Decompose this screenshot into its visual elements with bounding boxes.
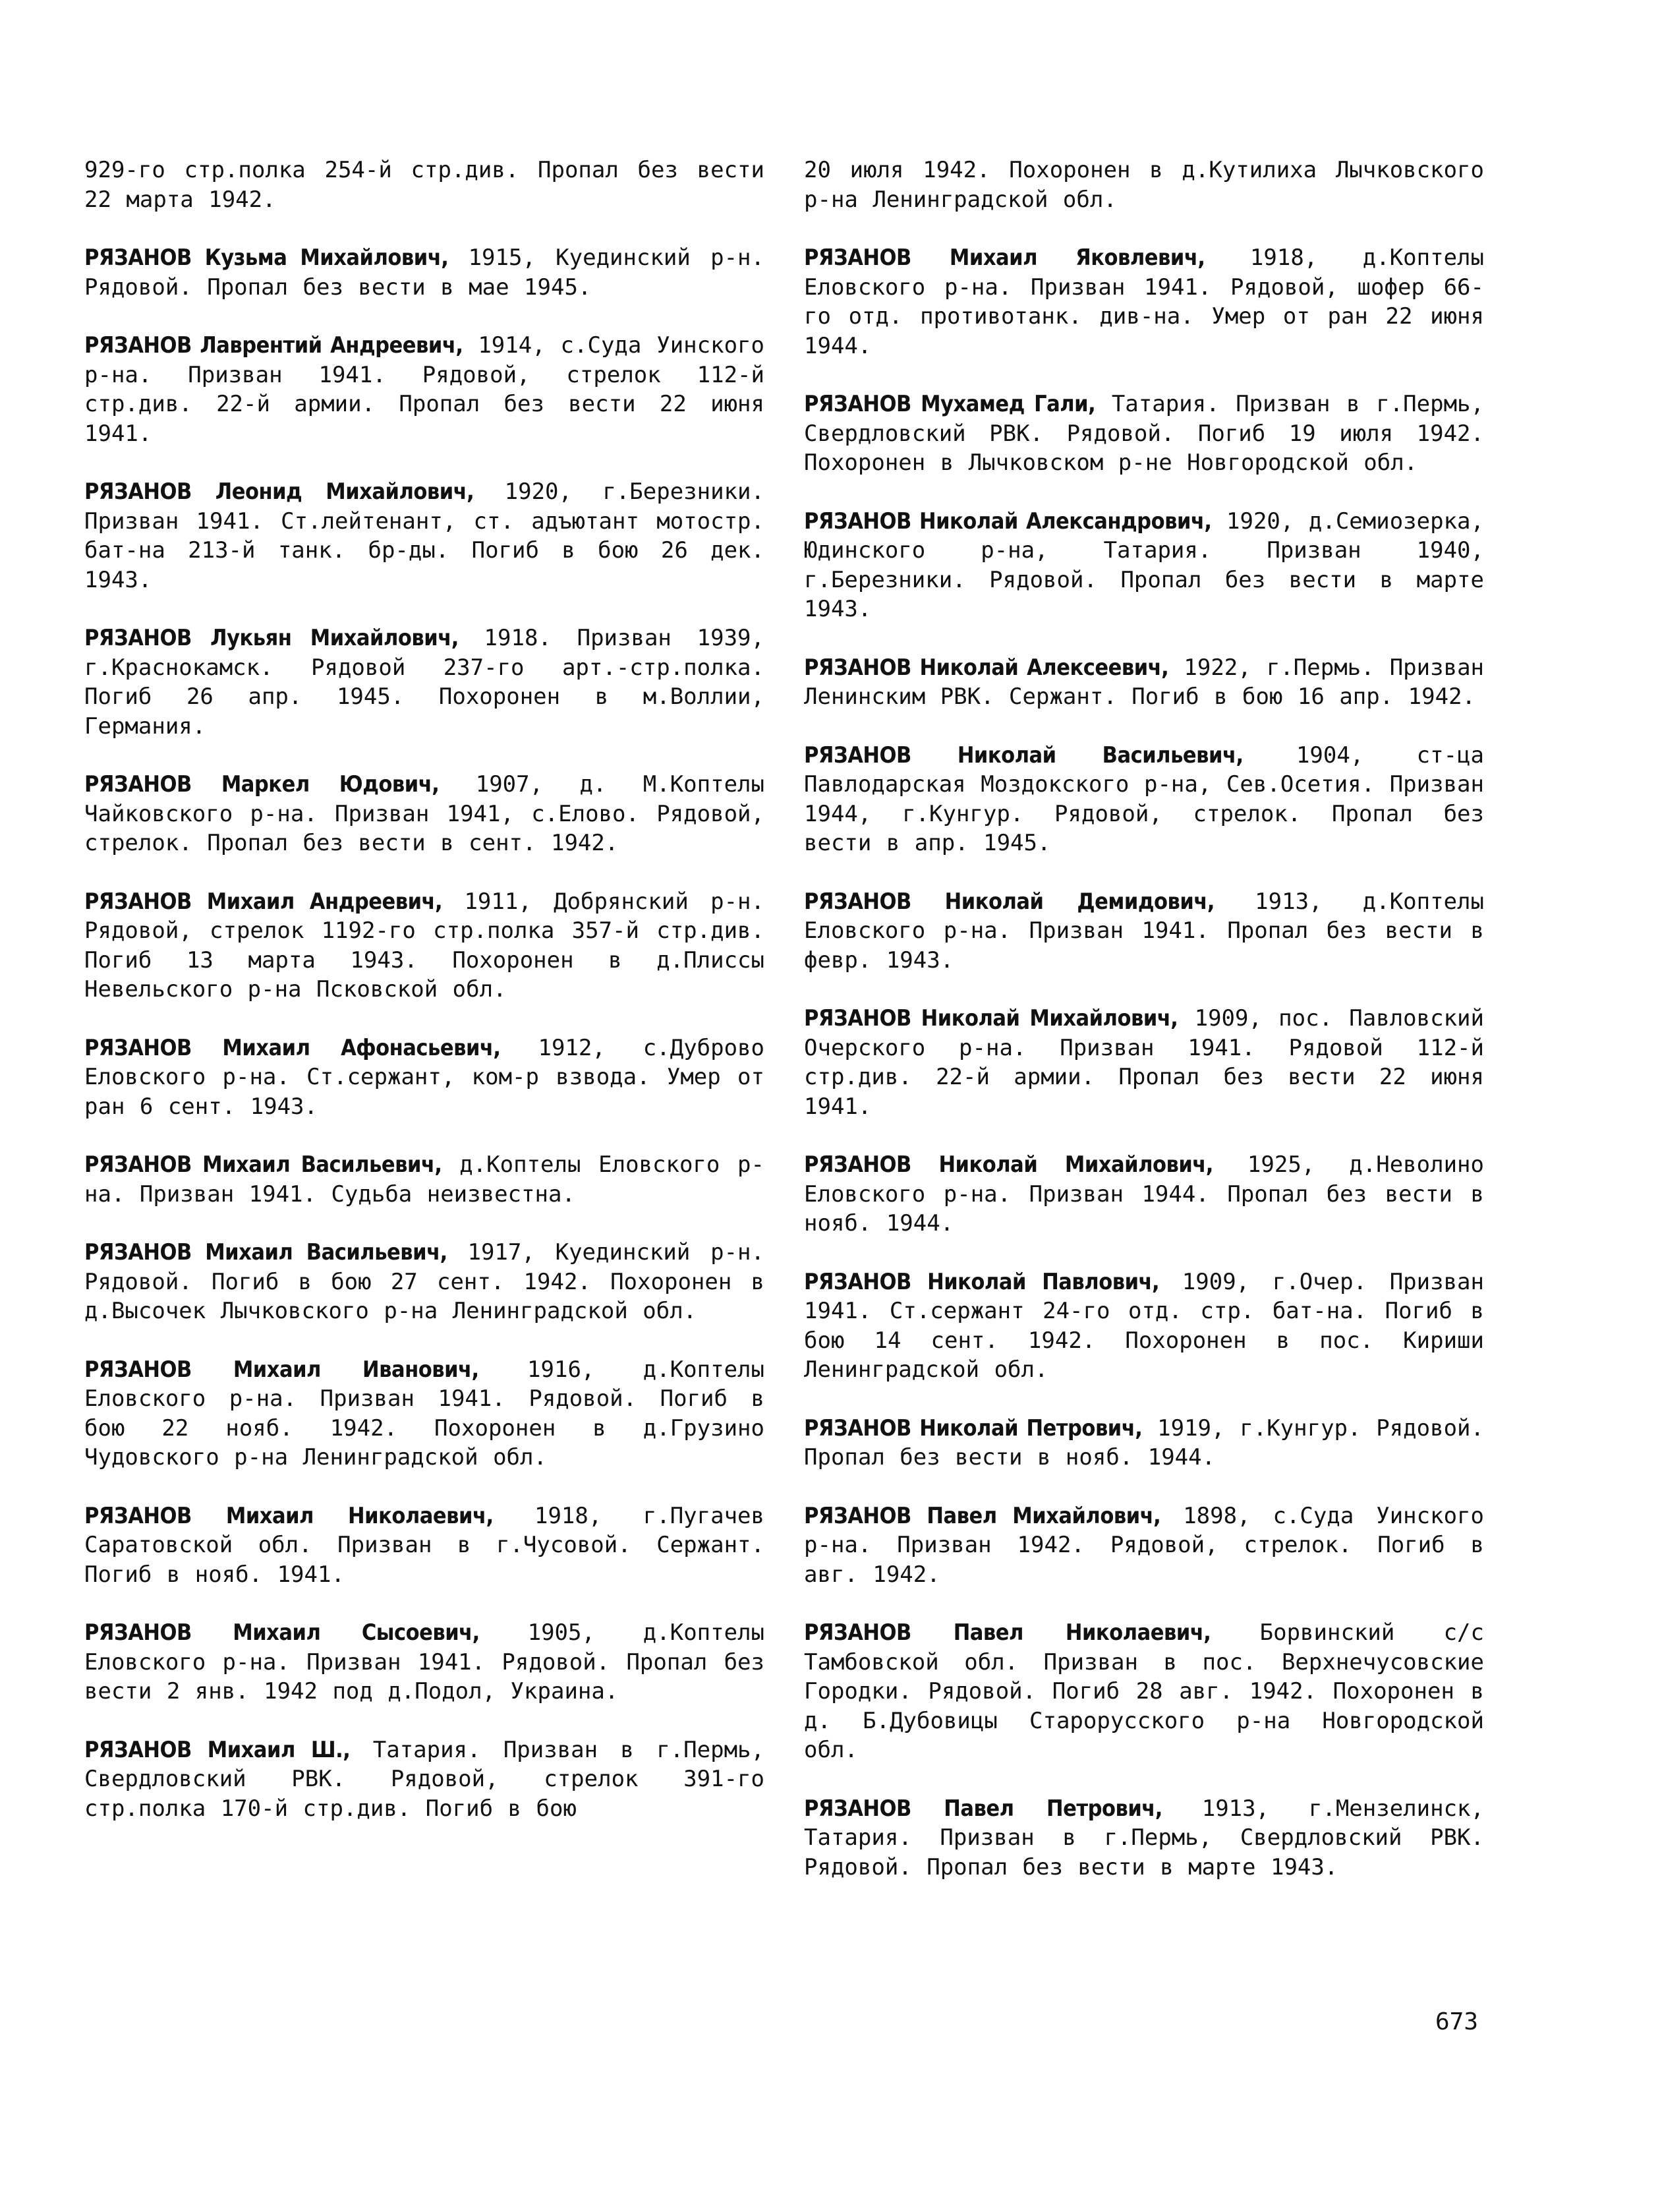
entry-text: 1913, д.Коптелы Еловского р-на. Призван 1941. Пропал без вести в февр. 1943. — [804, 888, 1484, 974]
entry-text: 1917, Куединский р-н. Рядовой. Погиб в бою 27 сент. 1942. Похоронен в д.Высочек Лычковского р-на Ленинградской обл. — [84, 1239, 764, 1324]
entry-text: 1920, д.Семиозерка, Юдинского р-на, Татария. Призван 1940, г.Березники. Рядовой. Пропал без вести в марте 1943. — [804, 508, 1484, 622]
entry — [804, 390, 1484, 478]
entry-text: 1919, г.Кунгур. Рядовой. Пропал без вести в нояб. 1944. — [804, 1414, 1484, 1470]
entry-name: РЯЗАНОВ Михаил Афонасьевич, — [84, 1034, 501, 1061]
entry — [804, 1150, 1484, 1238]
entry-name: РЯЗАНОВ Павел Николаевич, — [804, 1619, 1211, 1646]
entry-text: д.Коптелы Еловского р-на. Призван 1941. Судьба неизвестна. — [84, 1151, 764, 1208]
entry-name: РЯЗАНОВ Николай Александрович, — [804, 508, 1212, 535]
entry — [84, 477, 764, 595]
entry — [804, 1794, 1484, 1882]
entry-name: РЯЗАНОВ Михаил Николаевич, — [84, 1502, 494, 1529]
entry-name: РЯЗАНОВ Михаил Яковлевич, — [804, 245, 1205, 271]
entry-name: РЯЗАНОВ Михаил Васильевич, — [84, 1151, 442, 1178]
entry-text: 1925, д.Неволино Еловского р-на. Призван 1944. Пропал без вести в нояб. 1944. — [804, 1151, 1484, 1237]
entry-text: 1920, г.Березники. Призван 1941. Ст.лейтенант, ст. адъютант мотостр. бат-на 213-й танк. бр-ды. Погиб в бою 26 дек. 1943. — [84, 479, 764, 593]
entry-name: РЯЗАНОВ Николай Васильевич, — [804, 742, 1244, 769]
entry-text: Татария. Призван в г.Пермь, Свердловский РВК. Рядовой, стрелок 391-го стр.полка 170-й стр.див. Погиб в бою — [84, 1736, 764, 1822]
entry-text: 1905, д.Коптелы Еловского р-на. Призван 1941. Рядовой. Пропал без вести 2 янв. 1942 под д.Подол, Украина. — [84, 1619, 765, 1704]
entry — [804, 887, 1484, 975]
entry — [84, 1618, 764, 1706]
entry-text: 1922, г.Пермь. Призван Ленинским РВК. Сержант. Погиб в бою 16 апр. 1942. — [804, 654, 1485, 710]
entry — [804, 1501, 1484, 1590]
entry-text: 1909, пос. Павловский Очерского р-на. Призван 1941. Рядовой 112-й стр.див. 22-й армии. Пропал без вести 22 июня 1941. — [804, 1005, 1484, 1120]
entry-text: 1909, г.Очер. Призван 1941. Ст.сержант 24-го отд. стр. бат-на. Погиб в бою 14 сент. 1942. Похоронен в пос. Кириши Ленинградской обл. — [804, 1268, 1484, 1383]
entry-text: Татария. Призван в г.Пермь, Свердловский РВК. Рядовой. Погиб 19 июля 1942. Похоронен в Лычковском р-не Новгородской обл. — [804, 391, 1484, 476]
entry-text: 1914, с.Суда Уинского р-на. Призван 1941. Рядовой, стрелок 112-й стр.див. 22-й армии. Пропал без вести 22 июня 1941. — [84, 332, 764, 447]
entry — [84, 243, 764, 302]
entry — [804, 507, 1484, 624]
entry-text: 929-го стр.полка 254-й стр.див. Пропал без вести 22 марта 1942. — [84, 157, 764, 213]
entry — [84, 331, 764, 448]
entry — [84, 156, 764, 214]
entry-name: РЯЗАНОВ Маркел Юдович, — [84, 771, 440, 798]
entry — [84, 624, 764, 741]
entry-name: РЯЗАНОВ Михаил Ш., — [84, 1736, 351, 1763]
entry-name: РЯЗАНОВ Николай Михайлович, — [804, 1005, 1178, 1032]
entry-text: 1911, Добрянский р-н. Рядовой, стрелок 1192-го стр.полка 357-й стр.див. Погиб 13 марта 1943. Похоронен в д.Плиссы Невельского р-на Псковской обл. — [84, 888, 764, 1003]
entry-name: РЯЗАНОВ Николай Петрович, — [804, 1414, 1143, 1441]
entry-name: РЯЗАНОВ Михаил Андреевич, — [84, 888, 443, 915]
entry — [804, 1618, 1484, 1765]
entry — [804, 156, 1484, 214]
entry-text: 20 июля 1942. Похоронен в д.Кутилиха Лычковского р-на Ленинградской обл. — [804, 157, 1484, 213]
entry — [84, 770, 764, 858]
entry — [84, 1501, 764, 1590]
entry-text: 1898, с.Суда Уинского р-на. Призван 1942. Рядовой, стрелок. Погиб в авг. 1942. — [804, 1502, 1484, 1588]
entry-text: 1918, д.Коптелы Еловского р-на. Призван 1941. Рядовой, шофер 66-го отд. противотанк. див-на. Умер от ран 22 июня 1944. — [804, 245, 1484, 359]
entry — [84, 1355, 764, 1472]
right-column — [804, 156, 1484, 1911]
entry-name: РЯЗАНОВ Михаил Сысоевич, — [84, 1619, 480, 1646]
entry — [84, 1033, 764, 1122]
entry-text: 1916, д.Коптелы Еловского р-на. Призван 1941. Рядовой. Погиб в бою 22 нояб. 1942. Похоронен в д.Грузино Чудовского р-на Ленинградской обл. — [84, 1356, 764, 1470]
entry-text: 1904, ст-ца Павлодарская Моздокского р-на, Сев.Осетия. Призван 1944, г.Кунгур. Рядовой, стрелок. Пропал без вести в апр. 1945. — [804, 742, 1484, 856]
entry — [84, 1150, 764, 1209]
entry-name: РЯЗАНОВ Лукьян Михайлович, — [84, 625, 459, 651]
entry-name: РЯЗАНОВ Мухамед Гали, — [804, 391, 1096, 417]
left-column — [84, 156, 764, 1852]
entry — [84, 1238, 764, 1326]
entry-name: РЯЗАНОВ Лаврентий Андреевич, — [84, 332, 463, 359]
entry-text: 1912, с.Дуброво Еловского р-на. Ст.сержант, ком-р взвода. Умер от ран 6 сент. 1943. — [84, 1034, 765, 1120]
entry-name: РЯЗАНОВ Николай Алексеевич, — [804, 654, 1169, 681]
entry-text: 1915, Куединский р-н. Рядовой. Пропал без вести в мае 1945. — [84, 245, 764, 301]
entry-name: РЯЗАНОВ Павел Петрович, — [804, 1795, 1162, 1822]
entry — [84, 887, 764, 1004]
entry-text: Борвинский с/с Тамбовской обл. Призван в пос. Верхнечусовские Городки. Рядовой. Погиб 28 авг. 1942. Похоронен в д. Б.Дубовицы Старорусского р-на Новгородской обл. — [804, 1619, 1484, 1763]
entry — [804, 1414, 1484, 1472]
entry-name: РЯЗАНОВ Михаил Иванович, — [84, 1356, 479, 1383]
entry-text: 1907, д. М.Коптелы Чайковского р-на. Призван 1941, с.Елово. Рядовой, стрелок. Пропал без вести в сент. 1942. — [84, 771, 764, 856]
entry-name: РЯЗАНОВ Николай Павлович, — [804, 1268, 1160, 1295]
page-number: 673 — [1435, 2008, 1479, 2035]
entry-name: РЯЗАНОВ Николай Михайлович, — [804, 1151, 1213, 1178]
entry-name: РЯЗАНОВ Николай Демидович, — [804, 888, 1215, 915]
entry-text: 1918, г.Пугачев Саратовской обл. Призван в г.Чусовой. Сержант. Погиб в нояб. 1941. — [84, 1502, 764, 1588]
entry-text: 1918. Призван 1939, г.Краснокамск. Рядовой 237-го арт.-стр.полка. Погиб 26 апр. 1945. Похоронен в м.Воллии, Германия. — [84, 625, 764, 740]
entry — [804, 1004, 1484, 1121]
entry-name: РЯЗАНОВ Кузьма Михайлович, — [84, 245, 449, 271]
entry — [84, 1735, 764, 1824]
entry — [804, 741, 1484, 858]
entry-name: РЯЗАНОВ Павел Михайлович, — [804, 1502, 1161, 1529]
entry — [804, 243, 1484, 361]
entry-name: РЯЗАНОВ Михаил Васильевич, — [84, 1239, 447, 1266]
entry-text: 1913, г.Мензелинск, Татария. Призван в г.Пермь, Свердловский РВК. Рядовой. Пропал без вести в марте 1943. — [804, 1795, 1484, 1880]
entry-name: РЯЗАНОВ Леонид Михайлович, — [84, 479, 474, 505]
entry — [804, 1267, 1484, 1385]
entry — [804, 653, 1484, 712]
